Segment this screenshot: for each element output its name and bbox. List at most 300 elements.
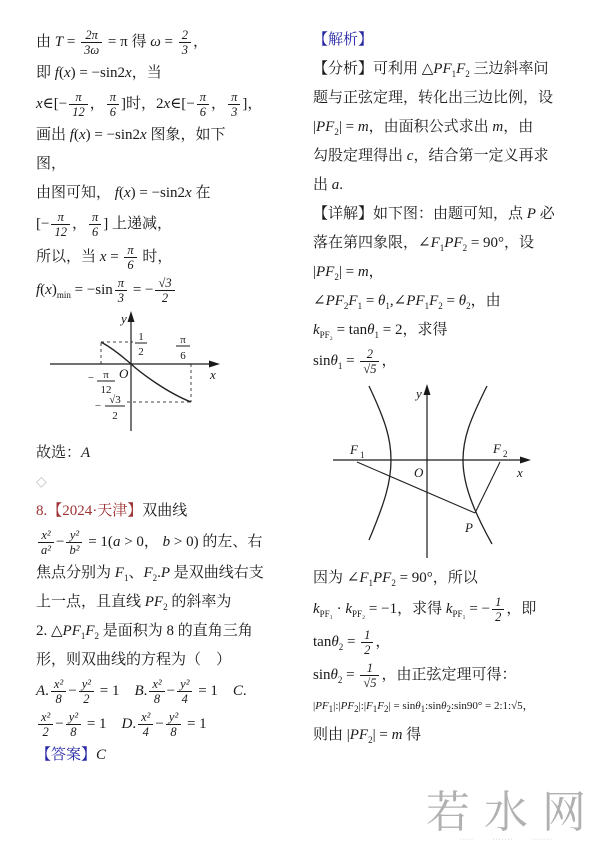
subscript: 2 bbox=[391, 578, 396, 588]
text-run: . bbox=[132, 715, 137, 732]
text-line bbox=[313, 57, 593, 82]
fraction: $\frac{2}{√5}$ bbox=[360, 347, 379, 376]
text-run: F bbox=[366, 700, 373, 712]
y-axis-arrow-icon bbox=[424, 384, 431, 395]
subscript: 2 bbox=[465, 69, 470, 79]
text-run: > 0， bbox=[120, 533, 163, 550]
svg-text:2: 2 bbox=[112, 410, 118, 422]
point-p-label: P bbox=[465, 520, 473, 535]
left-column bbox=[36, 28, 302, 772]
text-run: PF bbox=[144, 594, 164, 610]
subscript: 2 bbox=[334, 272, 339, 282]
text-run: 是双曲线右支 bbox=[170, 565, 264, 581]
text-run: = π 得 bbox=[104, 33, 151, 50]
fraction: $\frac{\text{x²}}{8}$ bbox=[51, 677, 66, 706]
fraction: $\frac{\pi}{6}$ bbox=[89, 210, 101, 239]
text-run: 焦点分别为 bbox=[36, 565, 115, 581]
text-run: 出 bbox=[313, 177, 332, 193]
text-run: ( bbox=[40, 281, 46, 298]
text-run: ∈[ bbox=[170, 95, 187, 112]
text-run: = bbox=[442, 293, 459, 309]
text-line bbox=[36, 561, 302, 586]
text-run: θ bbox=[330, 352, 338, 369]
left-text-block-top bbox=[36, 28, 302, 305]
text-line bbox=[36, 90, 302, 119]
text-run: − bbox=[186, 95, 195, 112]
fraction: $\frac{\text{x²}}{8}$ bbox=[149, 677, 164, 706]
text-run: 【2024·天津】 bbox=[47, 503, 143, 519]
text-run: θ bbox=[367, 322, 375, 338]
text-line bbox=[36, 276, 302, 305]
text-run: . bbox=[45, 682, 49, 699]
text-run: P bbox=[526, 206, 536, 222]
text-run: :sin90° = 2:1:√5， bbox=[450, 700, 534, 712]
text-run: | = bbox=[338, 119, 358, 135]
subscript: 1 bbox=[374, 330, 379, 340]
text-run: 勾股定理得出 bbox=[313, 148, 407, 164]
subscript: 2 bbox=[384, 704, 389, 715]
text-run: − bbox=[155, 715, 164, 732]
subscript: 1 bbox=[123, 573, 129, 583]
text-run: D bbox=[121, 715, 133, 732]
text-run: A bbox=[36, 682, 46, 699]
text-run: 三边斜率问 bbox=[469, 61, 549, 77]
text-run: = 1 bbox=[83, 715, 122, 732]
text-run: ∈[ bbox=[42, 95, 59, 112]
text-run: PF bbox=[316, 119, 335, 135]
text-run: m bbox=[492, 119, 504, 135]
text-run: 图象，如下 bbox=[146, 127, 226, 143]
text-run: sin bbox=[313, 666, 331, 683]
svg-text:2: 2 bbox=[138, 346, 144, 358]
text-line bbox=[313, 595, 593, 624]
subscript: 1 bbox=[385, 301, 390, 311]
subscript: 1 bbox=[424, 301, 430, 311]
text-run: ∠ bbox=[313, 293, 326, 309]
fraction: $\frac{1}{2}$ bbox=[492, 595, 504, 624]
text-run: ，由正弦定理可得： bbox=[381, 666, 517, 683]
text-run: PF bbox=[325, 293, 344, 309]
text-run: ，结合第一定义再求 bbox=[413, 148, 549, 164]
svg-text:1: 1 bbox=[138, 331, 144, 343]
text-line bbox=[36, 677, 302, 706]
text-run: 【分析】可利用 △ bbox=[313, 61, 434, 77]
text-run: ，当 bbox=[131, 65, 162, 81]
text-run: θ bbox=[378, 293, 386, 309]
text-run: PF bbox=[433, 61, 452, 77]
label-one-half bbox=[135, 331, 147, 358]
text-run: |:| bbox=[358, 700, 367, 712]
subscript: 2 bbox=[152, 573, 158, 583]
text-run: . bbox=[242, 682, 247, 699]
fraction: $\frac{\text{x²}}{\text{a²}}$ bbox=[38, 528, 54, 557]
text-run: k bbox=[313, 322, 320, 338]
text-run: | = sin bbox=[388, 700, 416, 712]
text-line bbox=[36, 243, 302, 272]
text-run: ，即 bbox=[506, 600, 537, 617]
text-run: F bbox=[430, 235, 440, 251]
text-run: ]， bbox=[242, 95, 263, 112]
text-run: θ bbox=[441, 700, 447, 712]
text-run: F bbox=[348, 293, 358, 309]
text-run: ， bbox=[211, 95, 227, 112]
watermark-fine-print: ····· ······· ······· bbox=[459, 837, 553, 843]
text-run: m bbox=[357, 119, 369, 135]
text-run: c bbox=[406, 148, 414, 164]
sine-graph-svg bbox=[36, 309, 221, 437]
text-run: PF bbox=[349, 727, 369, 743]
text-run: ( bbox=[58, 65, 64, 81]
text-line bbox=[36, 441, 302, 466]
text-run: 2. △ bbox=[36, 623, 63, 639]
fraction: $\frac{\text{x²}}{4}$ bbox=[138, 710, 153, 739]
text-run: C bbox=[232, 682, 243, 699]
fraction: $\frac{\text{y²}}{8}$ bbox=[66, 710, 81, 739]
text-run: ) = −sin2 bbox=[70, 65, 126, 81]
svg-text:6: 6 bbox=[180, 350, 186, 362]
fraction: $\frac{\pi}{3}$ bbox=[115, 276, 127, 305]
text-run: x bbox=[123, 185, 131, 201]
text-line bbox=[36, 61, 302, 86]
text-run: 画出 bbox=[36, 127, 70, 143]
svg-text:F: F bbox=[350, 442, 358, 457]
text-run: . bbox=[143, 682, 148, 699]
text-run: PF bbox=[316, 264, 335, 280]
text-run: 、 bbox=[128, 565, 144, 581]
text-run: f bbox=[114, 185, 119, 201]
fraction: $\frac{\pi}{6}$ bbox=[107, 90, 119, 119]
text-run: θ bbox=[331, 633, 339, 650]
text-run: PF bbox=[62, 623, 81, 639]
fraction: $\frac{1}{√5}$ bbox=[360, 661, 379, 690]
text-run: x bbox=[36, 95, 43, 112]
text-line bbox=[313, 28, 593, 53]
svg-text:−: − bbox=[87, 372, 95, 384]
subscript: 1 bbox=[420, 704, 426, 715]
text-run: F bbox=[456, 61, 466, 77]
text-run: 在 bbox=[191, 185, 211, 201]
text-run: θ bbox=[415, 700, 421, 712]
text-run: ， bbox=[375, 633, 391, 650]
text-run: = bbox=[343, 633, 360, 650]
text-run: | = bbox=[338, 264, 358, 280]
fraction: $\frac{\text{y²}}{4}$ bbox=[177, 677, 192, 706]
text-run: ，由 bbox=[503, 119, 534, 135]
text-line bbox=[36, 590, 302, 615]
fraction: $\frac{1}{2}$ bbox=[361, 628, 373, 657]
x-axis-label: x bbox=[517, 465, 523, 480]
y-axis-label: y bbox=[121, 311, 127, 326]
hyperbola-figure bbox=[327, 380, 593, 562]
text-run: 形，则双曲线的方程为（ ） bbox=[36, 652, 232, 668]
axes bbox=[333, 391, 524, 558]
text-run: ] 上递减， bbox=[103, 215, 172, 232]
text-run: a bbox=[112, 533, 121, 550]
text-run: b bbox=[162, 533, 171, 550]
text-run: ) = −sin2 bbox=[85, 127, 141, 143]
subscript: 2 bbox=[338, 641, 344, 652]
svg-text:π: π bbox=[103, 369, 109, 381]
svg-text:F: F bbox=[493, 441, 501, 456]
text-line bbox=[313, 566, 593, 591]
text-run: θ bbox=[458, 293, 467, 309]
text-run: 【解析】 bbox=[313, 32, 374, 48]
subscript: PF₁ bbox=[452, 608, 466, 619]
text-run: 得 bbox=[402, 727, 422, 743]
text-run: = bbox=[342, 352, 359, 369]
text-run: . bbox=[339, 177, 344, 193]
label-pi-over-6 bbox=[176, 334, 190, 362]
text-run: PF bbox=[406, 293, 425, 309]
text-run: 题与正弦定理，转化出三边比例，设 bbox=[313, 90, 554, 106]
subscript: 1 bbox=[337, 360, 343, 371]
text-run: PF bbox=[444, 235, 463, 251]
text-run: θ bbox=[330, 666, 338, 683]
subscript: 1 bbox=[439, 243, 445, 253]
text-line bbox=[313, 202, 593, 227]
y-axis-label: y bbox=[416, 386, 422, 401]
text-run: ) bbox=[51, 281, 57, 298]
text-run: 因为 ∠ bbox=[313, 570, 360, 586]
text-run: = bbox=[362, 293, 379, 309]
origin-label: O bbox=[119, 366, 129, 381]
text-run: − bbox=[68, 682, 77, 699]
text-run: 8. bbox=[36, 503, 48, 519]
x-axis-label: x bbox=[210, 367, 216, 382]
text-run: P bbox=[160, 565, 171, 581]
text-run: ， bbox=[368, 264, 384, 280]
text-run: F bbox=[85, 623, 95, 639]
text-line bbox=[313, 694, 593, 719]
text-run: B bbox=[134, 682, 144, 699]
text-run: tan bbox=[313, 633, 332, 650]
text-run: ( bbox=[118, 185, 124, 201]
text-run: = tan bbox=[332, 322, 368, 338]
text-run: x bbox=[185, 185, 192, 201]
hyperbola-branches bbox=[369, 386, 492, 544]
text-run: = bbox=[160, 33, 177, 50]
text-run: ,∠ bbox=[389, 293, 407, 309]
text-run: ， bbox=[381, 352, 397, 369]
fraction: $\frac{\text{y²}}{8}$ bbox=[166, 710, 181, 739]
text-run: − bbox=[166, 682, 176, 699]
text-run: 即 bbox=[36, 65, 55, 81]
text-run: x bbox=[140, 127, 147, 143]
text-run: = bbox=[342, 666, 359, 683]
text-run: ) = −sin2 bbox=[130, 185, 186, 201]
subscript: 2 bbox=[438, 301, 443, 311]
watermark-text: 若水网 bbox=[426, 788, 600, 837]
text-run: = 1 bbox=[183, 715, 207, 732]
text-run: f bbox=[36, 281, 41, 298]
subscript: 2 bbox=[354, 704, 359, 715]
text-line bbox=[313, 289, 593, 314]
subscript: 1 bbox=[372, 704, 378, 715]
fraction: $\frac{\text{y²}}{\text{b²}}$ bbox=[66, 528, 82, 557]
text-run: = 2，求得 bbox=[379, 322, 448, 338]
text-line bbox=[313, 723, 593, 748]
text-run: = bbox=[106, 248, 123, 265]
right-text-block-bottom bbox=[313, 566, 593, 748]
focal-lines bbox=[357, 462, 500, 513]
label-minus-pi-over-12 bbox=[88, 369, 115, 396]
subscript: 1 bbox=[328, 704, 334, 715]
text-run: ω bbox=[150, 33, 161, 50]
text-line bbox=[36, 470, 302, 495]
text-run: 上一点，且直线 bbox=[36, 594, 145, 610]
subscript: 2 bbox=[466, 301, 471, 311]
text-line bbox=[36, 28, 302, 57]
text-run: − bbox=[41, 215, 50, 232]
text-run: ( bbox=[73, 127, 79, 143]
text-run: = 1 bbox=[95, 682, 135, 699]
text-run: k bbox=[313, 600, 320, 617]
text-run: 【答案】 bbox=[36, 747, 97, 763]
text-line bbox=[313, 173, 593, 198]
text-run: x bbox=[45, 281, 52, 298]
text-run: ， bbox=[193, 33, 209, 50]
text-line bbox=[36, 181, 302, 206]
text-run: = − bbox=[465, 600, 491, 617]
right-column bbox=[313, 28, 593, 752]
focus-f2-label bbox=[492, 441, 508, 459]
text-line bbox=[313, 628, 593, 657]
svg-text:−: − bbox=[94, 400, 102, 412]
sine-curve bbox=[101, 342, 191, 402]
text-run: − bbox=[58, 95, 68, 112]
text-run: | bbox=[313, 119, 317, 135]
fraction: $\frac{\text{x²}}{2}$ bbox=[38, 710, 53, 739]
text-line bbox=[36, 710, 302, 739]
text-run: 由图可知， bbox=[36, 185, 115, 201]
text-line bbox=[313, 318, 593, 343]
text-run: − bbox=[55, 715, 64, 732]
fraction: $\frac{\text{y²}}{2}$ bbox=[79, 677, 94, 706]
subscript: 2 bbox=[163, 602, 168, 612]
text-run: = 90°，所以 bbox=[395, 570, 478, 586]
fraction: $\frac{2\pi}{3\omega}$ bbox=[81, 28, 102, 57]
text-run: F bbox=[377, 700, 385, 712]
text-line bbox=[313, 144, 593, 169]
left-text-block-bottom bbox=[36, 441, 302, 768]
text-run: m bbox=[357, 264, 369, 280]
subscript: 2 bbox=[368, 735, 373, 745]
text-run: x bbox=[99, 248, 107, 265]
text-run: ，由面积公式求出 bbox=[368, 119, 493, 135]
svg-text:π: π bbox=[180, 334, 186, 346]
text-run: x bbox=[125, 65, 132, 81]
text-line bbox=[36, 743, 302, 768]
text-run: 的斜率为 bbox=[167, 594, 232, 610]
text-run: = − bbox=[129, 281, 154, 298]
text-run: F bbox=[114, 565, 124, 581]
text-run: k bbox=[445, 600, 453, 617]
text-run: F bbox=[359, 570, 369, 586]
subscript: 2 bbox=[462, 243, 468, 253]
text-run: m bbox=[391, 727, 403, 743]
focus-f1-label bbox=[349, 442, 365, 460]
text-run: A bbox=[81, 445, 91, 461]
text-run: PF bbox=[340, 700, 355, 712]
text-run: PF bbox=[373, 570, 392, 586]
text-line bbox=[36, 648, 302, 673]
text-run: a bbox=[331, 177, 340, 193]
subscript: 1 bbox=[368, 578, 373, 588]
subscript: 2 bbox=[334, 127, 339, 137]
text-run: 图， bbox=[36, 156, 67, 172]
subscript: 2 bbox=[94, 631, 100, 641]
svg-text:√3: √3 bbox=[109, 394, 121, 406]
text-run: F bbox=[143, 565, 153, 581]
svg-text:12: 12 bbox=[100, 384, 112, 396]
text-run: 时， bbox=[138, 248, 173, 265]
text-line bbox=[313, 661, 593, 690]
text-run: | bbox=[313, 700, 316, 712]
text-line bbox=[36, 152, 302, 177]
text-run: F bbox=[429, 293, 439, 309]
text-run: | = bbox=[372, 727, 392, 743]
text-run: f bbox=[54, 65, 59, 81]
text-run: = bbox=[63, 33, 80, 50]
y-axis-arrow-icon bbox=[128, 311, 135, 322]
text-run: = 1( bbox=[84, 533, 113, 550]
text-line bbox=[313, 86, 593, 111]
subscript: 2 bbox=[337, 674, 343, 685]
sine-graph-figure bbox=[36, 309, 302, 437]
axes bbox=[50, 318, 213, 431]
text-run: T bbox=[54, 33, 64, 50]
text-run: > 0) 的左、右 bbox=[170, 533, 263, 550]
text-run: ， bbox=[89, 95, 105, 112]
fraction: $\frac{\pi}{6}$ bbox=[197, 90, 209, 119]
subscript: PF₁ bbox=[319, 608, 333, 619]
text-run: |:| bbox=[333, 700, 341, 712]
subscript: 2 bbox=[343, 301, 349, 311]
text-run: ， bbox=[71, 215, 87, 232]
label-minus-sqrt3-over-2 bbox=[95, 394, 125, 422]
text-run: k bbox=[345, 600, 352, 617]
subscript: 2 bbox=[446, 704, 451, 715]
fraction: $\frac{\pi}{6}$ bbox=[124, 243, 136, 272]
subscript: min bbox=[56, 289, 71, 300]
text-run: x bbox=[78, 127, 86, 143]
text-run: ◇ bbox=[36, 475, 47, 490]
text-run: sin bbox=[313, 352, 331, 369]
text-run: | bbox=[313, 264, 317, 280]
watermark bbox=[426, 788, 600, 843]
text-run: 落在第四象限，∠ bbox=[313, 235, 431, 251]
fraction: $\frac{2}{3}$ bbox=[179, 28, 191, 57]
text-run: 【详解】如下图：由题可知，点 bbox=[313, 206, 527, 222]
text-line bbox=[313, 347, 593, 376]
text-run: x bbox=[63, 65, 71, 81]
text-run: :sin bbox=[425, 700, 442, 712]
origin-label: O bbox=[414, 465, 424, 480]
subscript: PF₂ bbox=[319, 330, 333, 340]
x-axis-arrow-icon bbox=[520, 457, 531, 464]
fraction: $\frac{\pi}{12}$ bbox=[69, 90, 88, 119]
hyperbola-svg bbox=[327, 380, 539, 562]
text-line bbox=[36, 499, 302, 524]
text-line bbox=[36, 123, 302, 148]
svg-text:2: 2 bbox=[503, 449, 508, 459]
text-run: 必 bbox=[535, 206, 555, 222]
text-run: C bbox=[96, 747, 107, 763]
text-run: 双曲线 bbox=[142, 503, 188, 519]
text-run: · bbox=[332, 600, 346, 617]
text-run: ，由 bbox=[470, 293, 501, 309]
fraction: $\frac{√3}{2}$ bbox=[155, 276, 174, 305]
